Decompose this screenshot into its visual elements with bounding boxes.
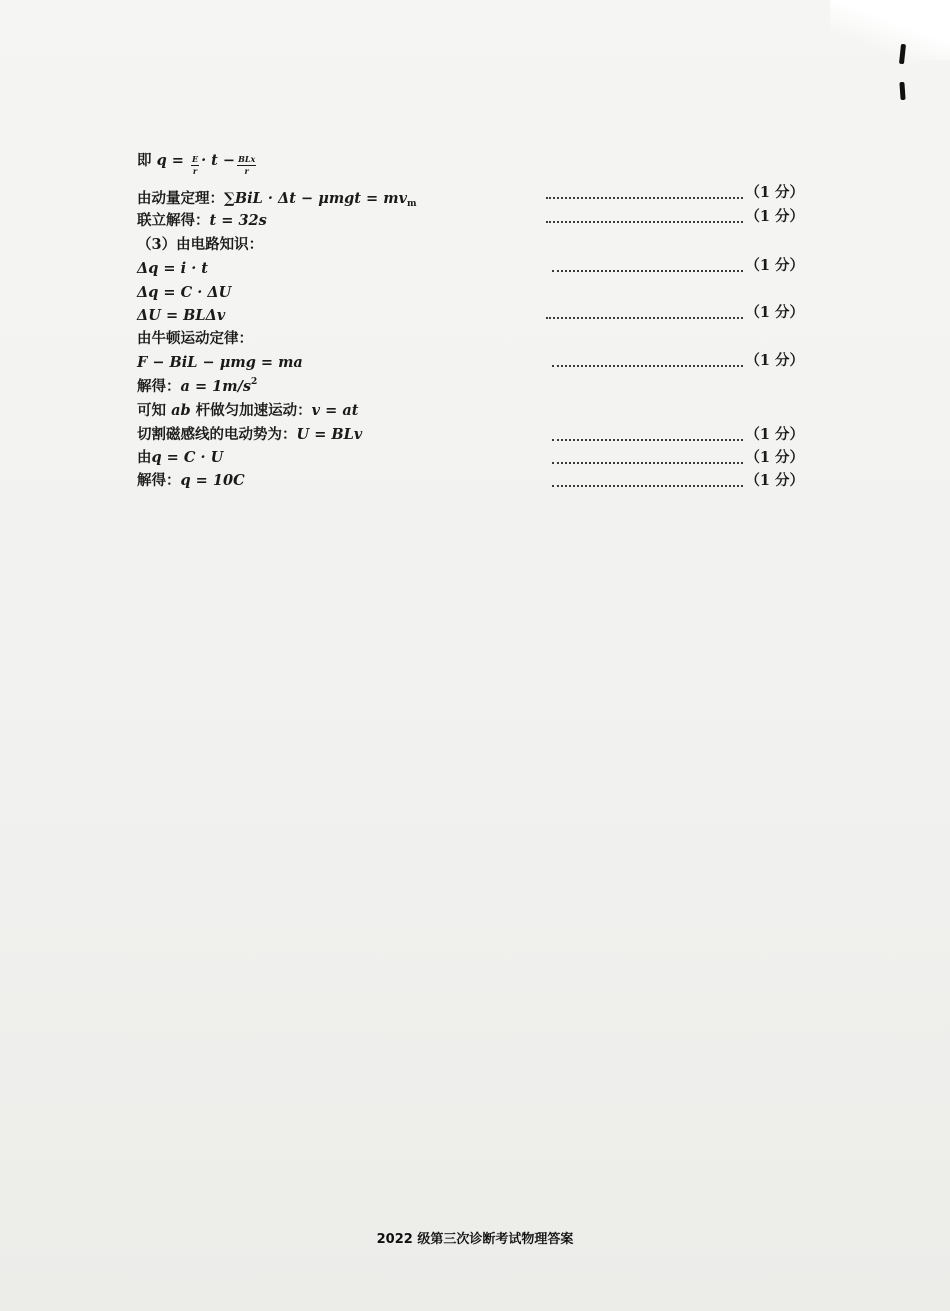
- line-text: 切割磁感线的电动势为：: [137, 426, 297, 443]
- score-label: （1 分）: [745, 304, 804, 321]
- formula: ∑BiL · Δt − μmgt = mv: [224, 190, 408, 207]
- newton-equation-line: [137, 352, 303, 374]
- formula: q = C · U: [151, 449, 224, 466]
- dot-leader: [546, 197, 743, 199]
- score-mark: [552, 255, 804, 277]
- staple-mark: [899, 44, 906, 64]
- page-corner-fold: [830, 0, 950, 60]
- score-mark: [546, 302, 804, 324]
- section-3-heading: [137, 234, 263, 256]
- formula: ΔU = BLΔv: [137, 307, 226, 324]
- score-label: （1 分）: [745, 184, 804, 201]
- line-text: 解得：: [137, 472, 181, 489]
- dot-leader: [552, 365, 743, 367]
- score-label: （1 分）: [745, 257, 804, 274]
- math-symbol: ab: [171, 402, 191, 419]
- newton-law-heading: [137, 328, 253, 350]
- fraction-numerator: E: [191, 154, 199, 164]
- line-text: 由: [137, 449, 152, 466]
- formula: a = 1m/s: [180, 378, 252, 395]
- line-text: 由牛顿运动定律：: [137, 330, 253, 347]
- formula: q = 10C: [180, 472, 245, 489]
- fraction-blx-over-r: [237, 154, 256, 177]
- line-text: 杆做匀加速运动：: [190, 402, 312, 419]
- math-symbol: q: [156, 152, 167, 169]
- charge-result-line: [137, 470, 245, 492]
- line-text: （3）由电路知识：: [137, 236, 264, 253]
- formula: U = BLv: [296, 426, 363, 443]
- math-term: · t −: [201, 152, 236, 169]
- score-label: （1 分）: [745, 352, 804, 369]
- line-text: 解得：: [137, 378, 181, 395]
- score-mark: [552, 447, 804, 469]
- subscript: m: [407, 199, 417, 209]
- dot-leader: [546, 317, 743, 319]
- score-mark: [546, 206, 804, 228]
- dot-leader: [552, 270, 743, 272]
- dot-leader: [552, 485, 743, 487]
- score-mark: [552, 350, 804, 372]
- dot-leader: [546, 221, 743, 223]
- line-text: 由动量定理：: [137, 190, 224, 207]
- fraction-e-over-r: [191, 154, 199, 177]
- superscript: 2: [251, 377, 258, 387]
- staple-mark: [899, 82, 905, 100]
- voltage-change-line: [137, 305, 225, 327]
- fraction-numerator: BLx: [238, 154, 256, 164]
- score-label: （1 分）: [745, 208, 804, 225]
- charge-current-line: [137, 258, 208, 280]
- formula: t = 32s: [209, 212, 267, 229]
- acceleration-result-line: [137, 376, 257, 398]
- fraction-denominator: r: [192, 166, 198, 176]
- charge-relation-line: [137, 447, 223, 469]
- score-label: （1 分）: [745, 426, 804, 443]
- fraction-denominator: r: [244, 166, 249, 176]
- line-text: 即: [137, 152, 157, 169]
- formula: F − BiL − μmg = ma: [137, 354, 303, 371]
- score-mark: [546, 182, 804, 204]
- uniform-acceleration-line: [137, 400, 358, 422]
- formula: Δq = i · t: [137, 260, 208, 277]
- score-mark: [552, 470, 804, 492]
- formula: Δq = C · ΔU: [137, 284, 232, 301]
- score-label: （1 分）: [745, 472, 804, 489]
- page-footer: 2022 级第三次诊断考试物理答案: [376, 1232, 574, 1247]
- dot-leader: [552, 462, 743, 464]
- formula: v = at: [311, 402, 359, 419]
- dot-leader: [552, 439, 743, 441]
- line-text: 可知: [137, 402, 172, 419]
- score-label: （1 分）: [745, 449, 804, 466]
- solve-time-line: [137, 210, 267, 232]
- charge-capacitor-line: [137, 282, 231, 304]
- equation-charge-expression: [137, 150, 258, 176]
- emf-line: [137, 424, 362, 446]
- momentum-theorem-line: [137, 188, 417, 210]
- score-mark: [552, 424, 804, 446]
- math-operator: =: [166, 152, 189, 169]
- line-text: 联立解得：: [137, 212, 210, 229]
